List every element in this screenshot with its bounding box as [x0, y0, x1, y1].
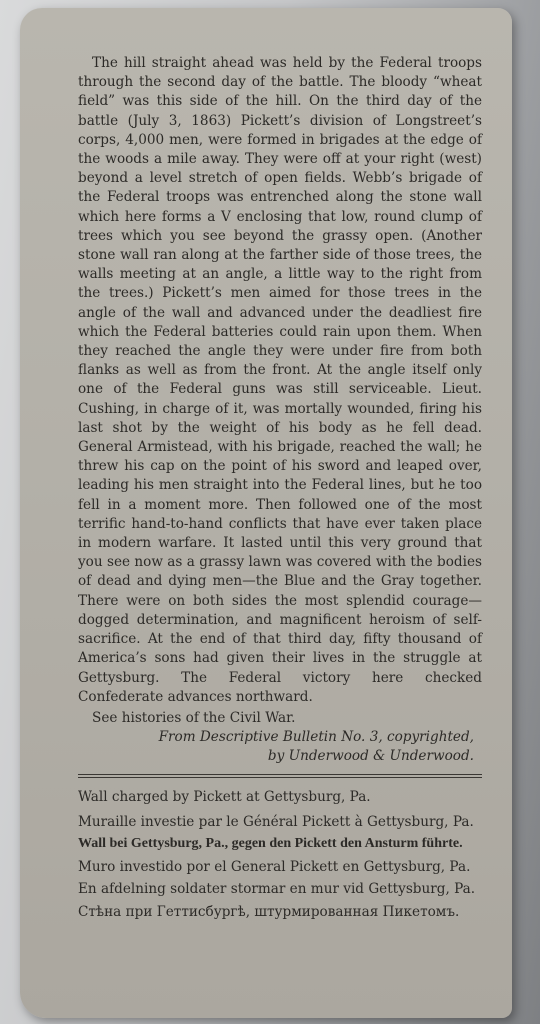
caption-swedish: En afdelning soldater stormar en mur vid Gettysburg, Pa.	[78, 881, 476, 898]
caption-french: Muraille investie par le Général Pickett à Gettysburg, Pa.	[78, 813, 474, 830]
caption-spanish: Muro investido por el General Pickett en Gettysburg, Pa.	[78, 858, 471, 875]
stereoview-card-back	[20, 8, 512, 1018]
credit-line-1: From Descriptive Bulletin No. 3, copyrighted,	[158, 728, 474, 745]
description-paragraph: The hill straight ahead was held by the Federal troops through the second day of the battle. The bloody “wheat field” was this side of the hill. On the third day of the battle (July 3, 1863) Pickett’s division of Longstreet’s corps, 4,000 men, were formed in brigades at the edge of the woods a mile away. They were off at your right (west) beyond a level stretch of open fields. Webb’s brigade of the Federal troops was entrenched along the stone wall which here forms a V enclosing that low, round clump of trees which you see beyond the grassy open. (Another stone wall ran along at the farther side of those trees, the walls meeting at an angle, a little way to the right from the trees.) Pickett’s men aimed for those trees in the angle of the wall and advanced under the deadliest fire which the Federal batteries could rain upon them. When they reached the angle they were under fire from both flanks as well as from the front. At the angle itself only one of the Federal guns was still serviceable. Lieut. Cushing, in charge of it, was mortally wounded, firing his last shot by the weight of his body as he fell dead. General Armistead, with his brigade, reached the wall; he threw his cap on the point of his sword and leaped over, leading his men straight into the Federal lines, but he too fell in a moment more. Then followed one of the most terrific hand-to-hand conflicts that have ever taken place in modern warfare. It lasted until this very ground that you see now as a grassy lawn was covered with the bodies of dead and dying men—the Blue and the Gray together. There were on both sides the most splendid courage—dogged determination, and magnificent heroism of self-sacrifice. At the end of that third day, fifty thousand of America’s sons had given their lives in the struggle at Gettysburg. The Federal victory here checked Confederate advances northward.	[78, 55, 482, 705]
caption-german: Wall bei Gettysburg, Pa., gegen den Pickett den Ansturm führte.	[78, 836, 463, 852]
card-text	[78, 54, 482, 925]
reference-line: See histories of the Civil War.	[92, 709, 296, 726]
caption-russian: Стѣна при Геттисбургѣ, штурмированная Пикетомъ.	[78, 903, 460, 920]
credit-line-2: by Underwood & Underwood.	[267, 747, 474, 764]
caption-english: Wall charged by Pickett at Gettysburg, Pa.	[78, 788, 371, 805]
double-rule-divider	[78, 774, 482, 778]
